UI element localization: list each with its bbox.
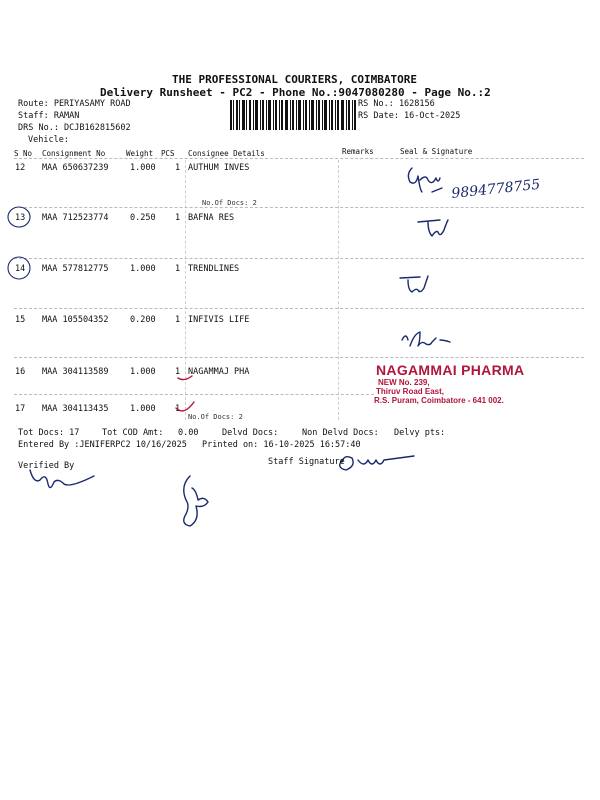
row-sno: 17 (15, 404, 26, 414)
runsheet-subtitle: Delivery Runsheet - PC2 - Phone No.:9047080280 - Page No.:2 (100, 86, 491, 99)
handwritten-phone: 9894778755 (450, 176, 542, 202)
row-weight: 1.000 (130, 264, 156, 274)
row-consignment: MAA 650637239 (42, 163, 109, 173)
drs-number: DRS No.: DCJB162815602 (18, 123, 131, 133)
row-pcs: 1 (175, 264, 181, 274)
rs-number: RS No.: 1628156 (358, 99, 435, 109)
total-docs: Tot Docs: 17 (18, 428, 80, 438)
row-pcs: 1 (175, 213, 181, 223)
row-consignment: MAA 712523774 (42, 213, 109, 223)
total-cod-value: 0.00 (178, 428, 199, 438)
row-consignee: INFIVIS LIFE (188, 315, 250, 325)
row-sno: 15 (15, 315, 26, 325)
stamp-line: Thiruv Road East, (376, 387, 445, 396)
row-pcs: 1 (175, 367, 181, 377)
vehicle-label: Vehicle: (28, 135, 69, 145)
delivery-points: Delvy pts: (394, 428, 446, 438)
col-consignee: Consignee Details (188, 149, 265, 158)
printed-on: Printed on: 16-10-2025 16:57:40 (202, 440, 361, 450)
row-docs: No.Of Docs: 2 (188, 413, 243, 421)
row-weight: 0.250 (130, 213, 156, 223)
row-consignment: MAA 304113435 (42, 404, 109, 414)
total-cod-label: Tot COD Amt: (102, 428, 164, 438)
delivered-docs: Delvd Docs: (222, 428, 279, 438)
row-consignment: MAA 105504352 (42, 315, 109, 325)
row-consignee: AUTHUM INVES (188, 163, 250, 173)
col-remarks: Remarks (342, 147, 374, 156)
staff-label: Staff: RAMAN (18, 111, 80, 121)
col-weight: Weight (126, 149, 154, 158)
stamp-line: R.S. Puram, Coimbatore - 641 002. (374, 396, 504, 405)
row-weight: 1.000 (130, 404, 156, 414)
row-pcs: 1 (175, 315, 181, 325)
row-consignee: BAFNA RES (188, 213, 235, 223)
row-consignment: MAA 577812775 (42, 264, 109, 274)
row-pcs: 1 (175, 404, 181, 414)
stamp-brand: NAGAMMAI PHARMA (376, 362, 525, 378)
col-pcs: PCS (161, 149, 175, 158)
row-weight: 0.200 (130, 315, 156, 325)
entered-by: Entered By :JENIFERPC2 10/16/2025 (18, 440, 187, 450)
row-sno: 14 (15, 264, 26, 274)
row-docs: No.Of Docs: 2 (202, 199, 257, 207)
row-sno: 13 (15, 213, 26, 223)
col-seal: Seal & Signature (400, 147, 473, 156)
row-consignee: TRENDLINES (188, 264, 240, 274)
verified-by-label: Verified By (18, 461, 75, 471)
row-weight: 1.000 (130, 163, 156, 173)
stamp-line: NEW No. 239, (378, 378, 430, 387)
row-pcs: 1 (175, 163, 181, 173)
non-delivered-docs: Non Delvd Docs: (302, 428, 379, 438)
row-weight: 1.000 (130, 367, 156, 377)
col-sno: S No (14, 149, 33, 158)
row-consignee: NAGAMMAJ PHA (188, 367, 250, 377)
row-sno: 16 (15, 367, 26, 377)
col-consignment: Consignment No (42, 149, 106, 158)
row-consignment: MAA 304113589 (42, 367, 109, 377)
row-sno: 12 (15, 163, 26, 173)
staff-signature-label: Staff Signature (268, 457, 345, 467)
company-title: THE PROFESSIONAL COURIERS, COIMBATORE (172, 73, 418, 86)
rs-date: RS Date: 16-Oct-2025 (358, 111, 461, 121)
route-label: Route: PERIYASAMY ROAD (18, 99, 131, 109)
